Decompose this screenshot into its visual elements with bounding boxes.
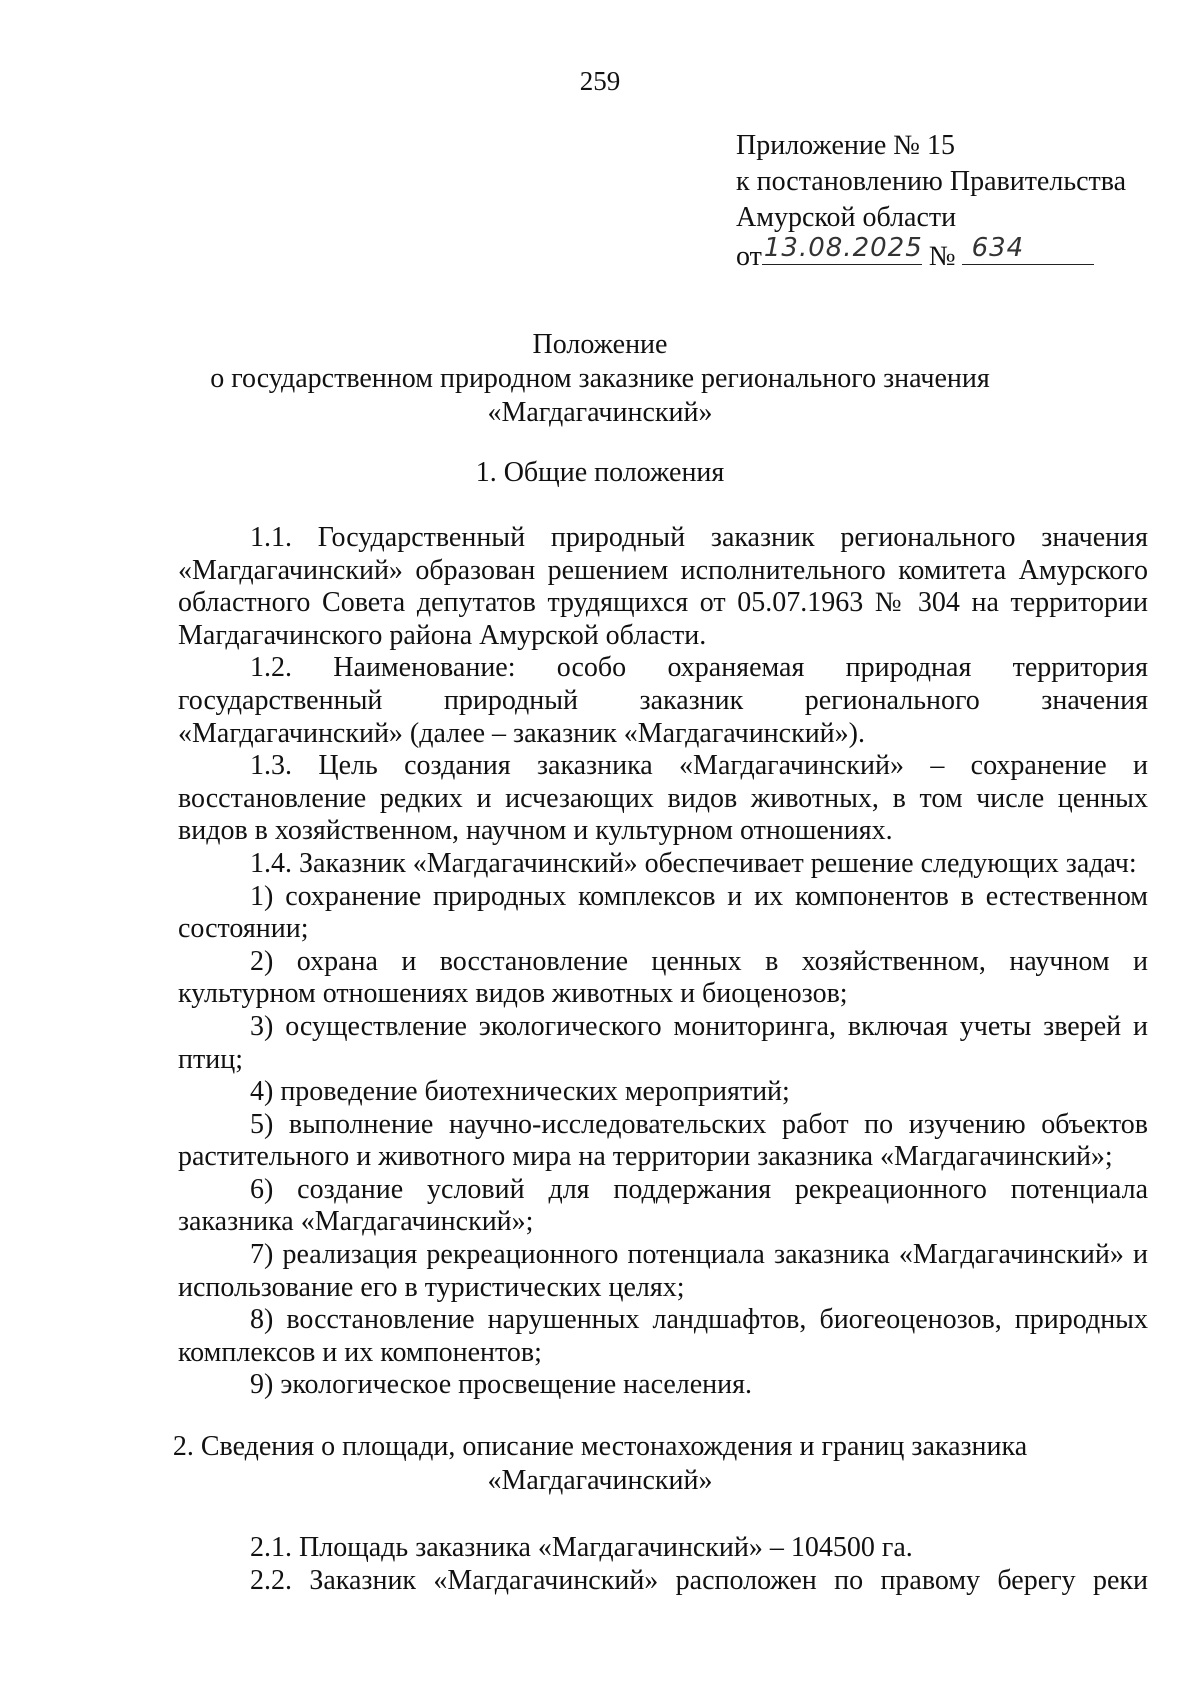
appendix-line-1: Приложение № 15 [736, 130, 955, 161]
section-2-heading [0, 1430, 1200, 1498]
paragraph: 8) восстановление нарушенных ландшафтов, биогеоценозов, природных комплексов и их компонентов; [178, 1304, 1148, 1368]
section-1-heading: 1. Общие положения [475, 457, 725, 488]
paragraph: 2.2. Заказник «Магдагачинский» расположен по правому берегу реки [250, 1564, 1148, 1596]
document-title [0, 328, 1200, 430]
handwritten-number: 634 [971, 233, 1025, 263]
section-2-body [178, 1532, 1148, 1597]
title-line-3: «Магдагачинский» [487, 397, 713, 428]
paragraph: 7) реализация рекреационного потенциала заказника «Магдагачинский» и использование его в туристических целях; [178, 1239, 1148, 1303]
date-field [762, 233, 923, 265]
paragraph: 5) выполнение научно-исследовательских работ по изучению объектов растительного и животного мира на территории заказника «Магдагачинский»; [178, 1108, 1148, 1173]
title-line-2: о государственном природном заказнике регионального значения [210, 363, 990, 394]
number-prefix: № [928, 241, 956, 272]
paragraph: 3) осуществление экологического мониторинга, включая учеты зверей и птиц; [178, 1010, 1148, 1075]
paragraph: 9) экологическое просвещение населения. [250, 1369, 753, 1401]
date-prefix: от [736, 241, 762, 272]
page-number: 259 [579, 66, 621, 96]
handwritten-date: 13.08.2025 [763, 233, 923, 263]
appendix-line-3: Амурской области [736, 202, 957, 233]
paragraph: 2.1. Площадь заказника «Магдагачинский» – 104500 га. [250, 1532, 913, 1563]
paragraph: 6) создание условий для поддержания рекреационного потенциала заказника «Магдагачинский»; [178, 1173, 1148, 1238]
paragraph: 1.1. Государственный природный заказник регионального значения «Магдагачинский» образован решением исполнительного комитета Амурского областного Совета депутатов трудящихся от 05.07.1963 № 304 на территории Магдагачинского района Амурской области. [178, 522, 1148, 651]
number-field [962, 233, 1094, 265]
section-2-heading-line-2: «Магдагачинский» [487, 1465, 713, 1496]
paragraph: 2) охрана и восстановление ценных в хозяйственном, научном и культурном отношениях видов животных и биоценозов; [178, 945, 1148, 1010]
paragraph: 1.2. Наименование: особо охраняемая природная территория государственный природный заказник регионального значения «Магдагачинский» (далее – заказник «Магдагачинский»). [178, 652, 1148, 749]
section-2-heading-line-1: 2. Сведения о площади, описание местонахождения и границ заказника [172, 1431, 1028, 1462]
appendix-block [736, 128, 1126, 275]
paragraph: 4) проведение биотехнических мероприятий; [250, 1076, 790, 1108]
section-1-body [178, 522, 1148, 1402]
appendix-line-2: к постановлению Правительства [736, 166, 1127, 197]
paragraph: 1.3. Цель создания заказника «Магдагачинский» – сохранение и восстановление редких и исчезающих видов животных, в том числе ценных видов в хозяйственном, научном и культурном отношениях. [178, 750, 1148, 847]
paragraph: 1) сохранение природных комплексов и их компонентов в естественном состоянии; [178, 880, 1148, 945]
title-line-1: Положение [532, 329, 668, 360]
appendix-date-line [736, 233, 1126, 275]
paragraph: 1.4. Заказник «Магдагачинский» обеспечивает решение следующих задач: [250, 847, 1137, 879]
